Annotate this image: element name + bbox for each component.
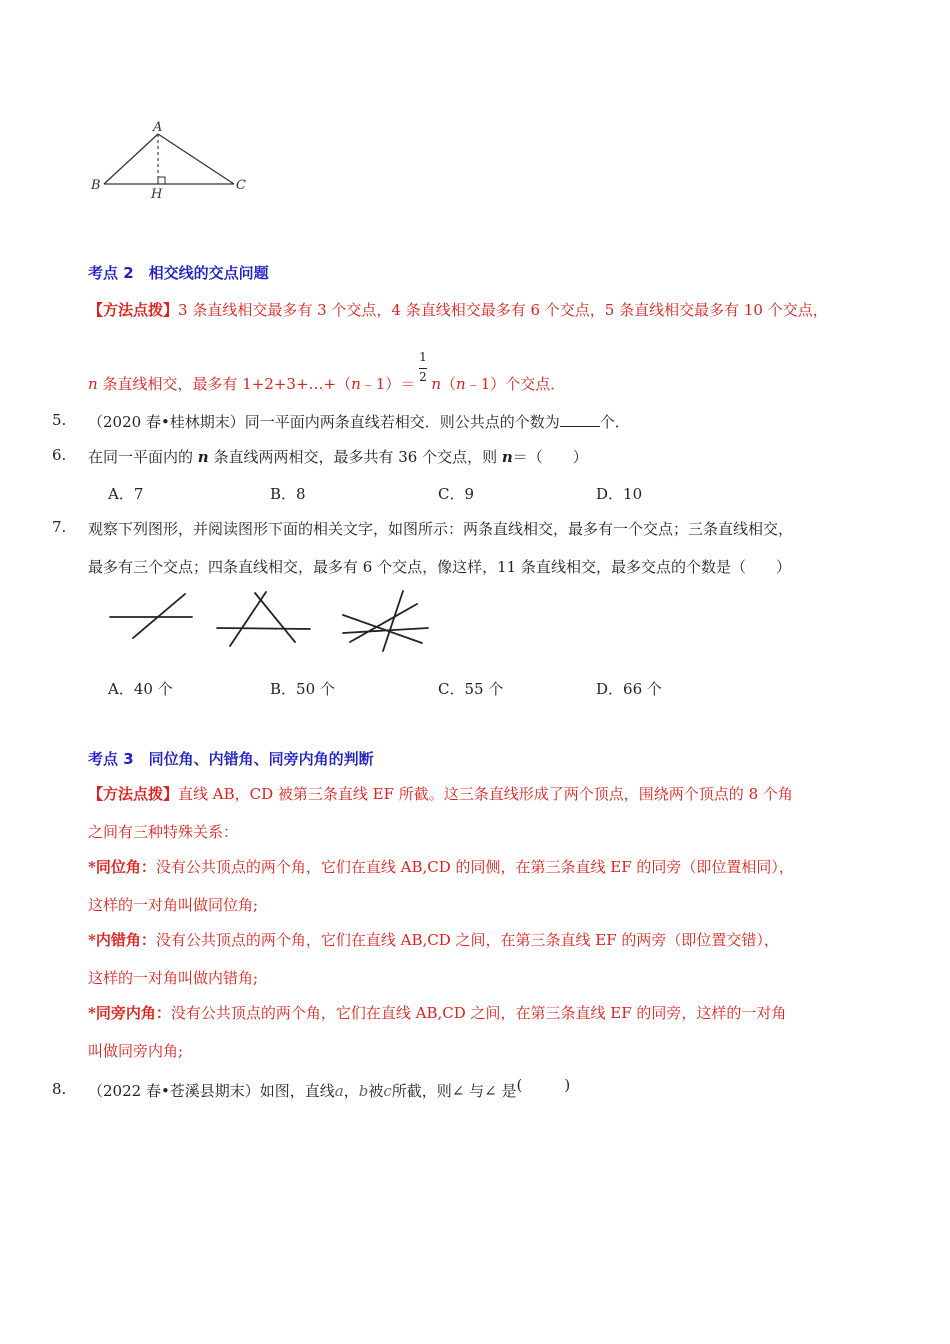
q6-text: 在同一平面内的 n 条直线两两相交，最多共有 36 个交点，则 n＝（ ） xyxy=(88,448,588,466)
tongwei-line1: *同位角：没有公共顶点的两个角，它们在直线 AB,CD 的同侧，在第三条直线 EF 的同旁（即位置相同）， xyxy=(88,858,794,876)
two-lines xyxy=(110,594,192,638)
q8-text: （2022 春•苍溪县期末）如图，直线a，b被c所截，则∠ 与∠ 是( ) xyxy=(88,1076,571,1100)
q6-option-c[interactable]: C．9 xyxy=(438,485,475,503)
triangle-figure xyxy=(88,118,253,203)
q7-line1: 观察下列图形，并阅读图形下面的相关文字，如图所示：两条直线相交，最多有一个交点；三条直线相交， xyxy=(88,520,794,538)
topic3-heading: 考点 3 同位角、内错角、同旁内角的判断 xyxy=(88,750,374,768)
three-lines xyxy=(217,592,310,646)
q7-option-c[interactable]: C．55 个 xyxy=(438,680,504,698)
frac-numerator: 1 xyxy=(419,350,427,364)
q6-option-a[interactable]: A．7 xyxy=(108,485,144,503)
tongpang-line1: *同旁内角：没有公共顶点的两个角，它们在直线 AB,CD 之间，在第三条直线 EF 的同旁，这样的一对角 xyxy=(88,1004,787,1022)
topic2-tip-line2: n 条直线相交，最多有 1+2+3+…+（n﹣1）＝ n（n﹣1）个交点． xyxy=(88,375,566,393)
topic2-tip-line1: 【方法点拨】3 条直线相交最多有 3 个交点，4 条直线相交最多有 6 个交点，5 条直线相交最多有 10 个交点， xyxy=(88,301,828,319)
topic3-tip-line2: 之间有三种特殊关系： xyxy=(88,823,239,841)
four-lines xyxy=(343,591,428,651)
topic2-heading: 考点 2 相交线的交点问题 xyxy=(88,264,269,282)
q5-blank[interactable] xyxy=(560,413,600,427)
topic3-tip-tag: 【方法点拨】 xyxy=(88,785,179,803)
neicuo-line2: 这样的一对角叫做内错角; xyxy=(88,969,259,987)
q7-option-a[interactable]: A．40 个 xyxy=(108,680,173,698)
tongpang-line2: 叫做同旁内角; xyxy=(88,1042,184,1060)
q5-text: （2020 春•桂林期末）同一平面内两条直线若相交．则公共点的个数为 个． xyxy=(88,413,630,431)
topic2-tip-tag: 【方法点拨】 xyxy=(88,301,179,319)
q8-number: 8. xyxy=(52,1080,67,1098)
label-h: H xyxy=(151,187,163,202)
q6-number: 6. xyxy=(52,446,67,464)
neicuo-line1: *内错角：没有公共顶点的两个角，它们在直线 AB,CD 之间，在第三条直线 EF 的两旁（即位置交错）， xyxy=(88,931,779,949)
q6-option-b[interactable]: B．8 xyxy=(270,485,306,503)
frac-bar xyxy=(419,368,427,369)
tongwei-line2: 这样的一对角叫做同位角; xyxy=(88,896,259,914)
q5-number: 5. xyxy=(52,411,67,429)
q7-number: 7. xyxy=(52,518,67,536)
topic3-tip-line1: 【方法点拨】直线 AB，CD 被第三条直线 EF 所截。这三条直线形成了两个顶点，围绕两个顶点的 8 个角 xyxy=(88,785,793,803)
label-b: B xyxy=(91,178,101,193)
q7-line2: 最多有三个交点；四条直线相交，最多有 6 个交点，像这样，11 条直线相交，最多交点的个数是（ ） xyxy=(88,558,791,576)
label-a: A xyxy=(153,120,163,135)
frac-denominator: 2 xyxy=(419,370,427,384)
label-c: C xyxy=(236,178,246,193)
q7-lines-figure xyxy=(105,588,440,660)
q7-option-b[interactable]: B．50 个 xyxy=(270,680,335,698)
q6-option-d[interactable]: D．10 xyxy=(596,485,643,503)
q7-option-d[interactable]: D．66 个 xyxy=(596,680,662,698)
